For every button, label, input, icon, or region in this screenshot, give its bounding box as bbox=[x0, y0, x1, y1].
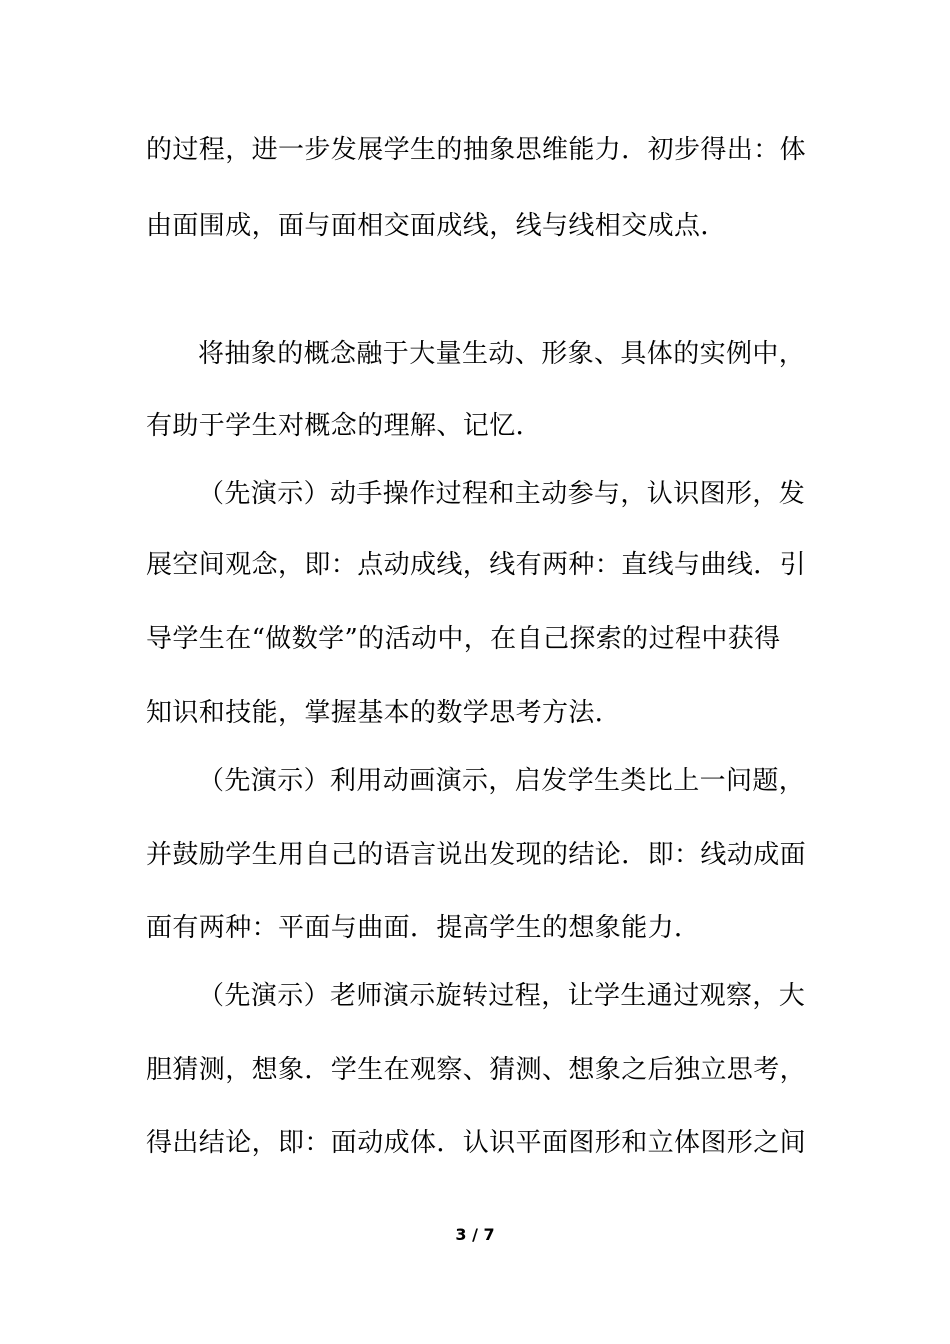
text-line-7: 导学生在“做数学”的活动中，在自己探索的过程中获得 bbox=[146, 624, 781, 654]
text-line-3: 将抽象的概念融于大量生动、形象、具体的实例中， bbox=[198, 339, 806, 369]
page-number: 3 / 7 bbox=[455, 1225, 495, 1244]
text-line-10: 并鼓励学生用自己的语言说出发现的结论．即：线动成面 bbox=[146, 840, 807, 870]
text-line-5: （先演示）动手操作过程和主动参与，认识图形，发 bbox=[198, 479, 806, 509]
text-line-4: 有助于学生对概念的理解、记忆． bbox=[146, 411, 543, 441]
text-line-2: 由面围成，面与面相交面成线，线与线相交成点． bbox=[146, 211, 727, 241]
text-line-12: （先演示）老师演示旋转过程，让学生通过观察，大 bbox=[198, 981, 806, 1011]
text-line-8: 知识和技能，掌握基本的数学思考方法． bbox=[146, 698, 622, 728]
text-line-11: 面有两种：平面与曲面．提高学生的想象能力． bbox=[146, 913, 701, 943]
text-line-1: 的过程，进一步发展学生的抽象思维能力．初步得出：体 bbox=[146, 135, 807, 165]
text-line-14: 得出结论，即：面动成体．认识平面图形和立体图形之间 bbox=[146, 1128, 807, 1158]
text-line-13: 胆猜测，想象．学生在观察、猜测、想象之后独立思考， bbox=[146, 1055, 807, 1085]
text-line-6: 展空间观念，即：点动成线，线有两种：直线与曲线．引 bbox=[146, 550, 807, 580]
text-line-9: （先演示）利用动画演示，启发学生类比上一问题， bbox=[198, 766, 806, 796]
